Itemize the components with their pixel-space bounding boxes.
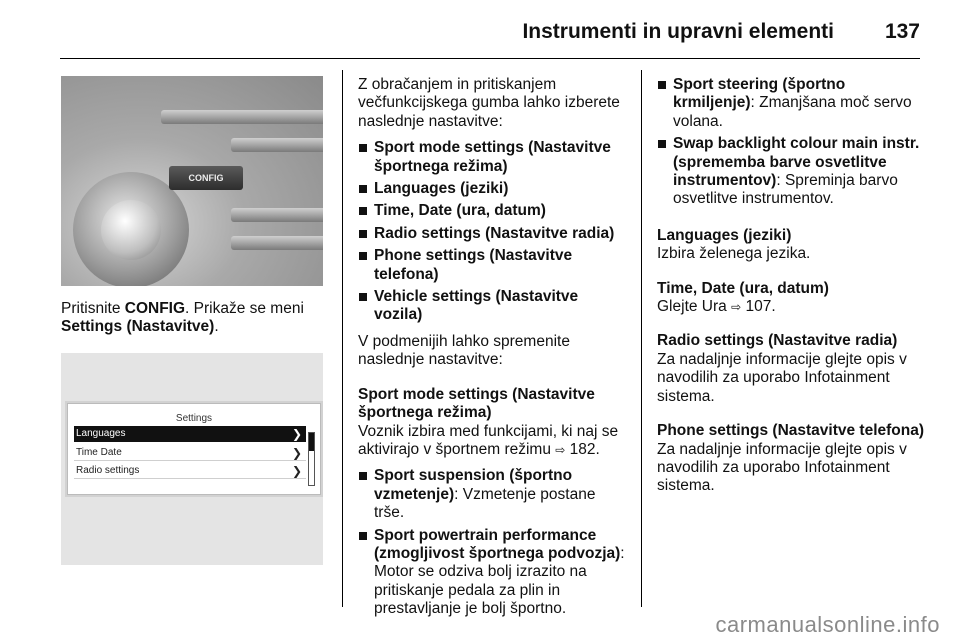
config-paragraph: Pritisnite CONFIG. Prikaže se meni Settings (Nastavitve).: [61, 300, 304, 336]
section-heading: Radio settings (Nastavitve radia): [657, 332, 898, 350]
multifunction-knob-center: [101, 200, 161, 260]
page-number: 137: [884, 20, 920, 43]
section-phone-settings: [657, 422, 927, 496]
section-radio-settings: [657, 332, 927, 406]
page-title: Instrumenti in upravni elementi: [522, 20, 834, 43]
column-right: [657, 76, 927, 512]
list-item: Sport powertrain performance (zmogljivost športnega podvozja): Motor se odziva bolj izrazito na pritiskanje pedala za plin in prestavljanje je bolj športno.: [358, 527, 628, 619]
section-time-date: [657, 280, 927, 317]
list-item: Sport steering (športno krmiljenje): Zmanjšana moč servo volana.: [657, 76, 927, 131]
column-divider: [641, 70, 642, 607]
list-item: Radio settings (Nastavitve radia): [358, 225, 628, 243]
sport-options-list: [358, 467, 628, 618]
page-reference-icon: ⇨: [731, 300, 742, 315]
section-text: Voznik izbira med funkcijami, ki naj se aktivirajo v športnem režimu ⇨ 182.: [358, 422, 619, 458]
column-divider: [342, 70, 343, 607]
section-text: Za nadaljnje informacije glejte opis v navodilih za uporabo Infotainment sistema.: [657, 440, 907, 495]
button-strip: [161, 110, 323, 124]
settings-screen: [67, 403, 321, 495]
settings-list: [358, 139, 628, 325]
settings-display-photo: [61, 353, 323, 565]
list-item: Phone settings (Nastavitve telefona): [358, 247, 628, 284]
button-strip: [231, 208, 323, 222]
sport-options-list-cont: [657, 76, 927, 209]
console-photo: [61, 76, 323, 286]
chevron-right-icon: ❯: [291, 445, 302, 460]
section-heading: Sport mode settings (Nastavitve športnega režima): [358, 385, 595, 422]
page-header: [60, 14, 920, 59]
chevron-right-icon: ❯: [291, 426, 302, 441]
intro-paragraph: Z obračanjem in pritiskanjem večfunkcijskega gumba lahko izberete naslednje nastavitve:: [358, 76, 620, 130]
menu-item-languages: Languages ❯: [74, 426, 306, 442]
button-strip: [231, 236, 323, 250]
section-text: Glejte Ura ⇨ 107.: [657, 298, 776, 316]
section-text: Za nadaljnje informacije glejte opis v navodilih za uporabo Infotainment sistema.: [657, 350, 907, 405]
screen-title: Settings: [175, 412, 213, 424]
menu-item-radio-settings: Radio settings ❯: [74, 463, 306, 479]
submenu-intro: V podmenijih lahko spremenite naslednje nastavitve:: [358, 332, 570, 369]
section-heading: Time, Date (ura, datum): [657, 279, 829, 297]
menu-item-time-date: Time Date ❯: [74, 445, 306, 461]
chevron-right-icon: ❯: [291, 463, 302, 478]
config-button: CONFIG: [169, 166, 243, 190]
list-item: Sport suspension (športno vzmetenje): Vzmetenje postane trše.: [358, 467, 628, 522]
page-reference-icon: ⇨: [555, 442, 566, 457]
section-languages: [657, 227, 927, 264]
section-text: Izbira želenega jezika.: [657, 245, 811, 263]
section-heading: Languages (jeziki): [657, 226, 792, 244]
column-left: [61, 76, 323, 565]
list-item: Sport mode settings (Nastavitve športnega režima): [358, 139, 628, 176]
list-item: Languages (jeziki): [358, 180, 628, 198]
screen-scrollbar: [308, 432, 315, 486]
list-item: Vehicle settings (Nastavitve vozila): [358, 288, 628, 325]
list-item: Time, Date (ura, datum): [358, 202, 628, 220]
section-heading: Phone settings (Nastavitve telefona): [657, 422, 925, 440]
watermark: carmanualsonline.info: [715, 612, 940, 637]
list-item: Swap backlight colour main instr. (sprememba barve osvetlitve instrumentov): Spreminja barvo osvetlitve instrumentov.: [657, 135, 927, 209]
button-strip: [231, 138, 323, 152]
column-middle: [358, 76, 628, 627]
